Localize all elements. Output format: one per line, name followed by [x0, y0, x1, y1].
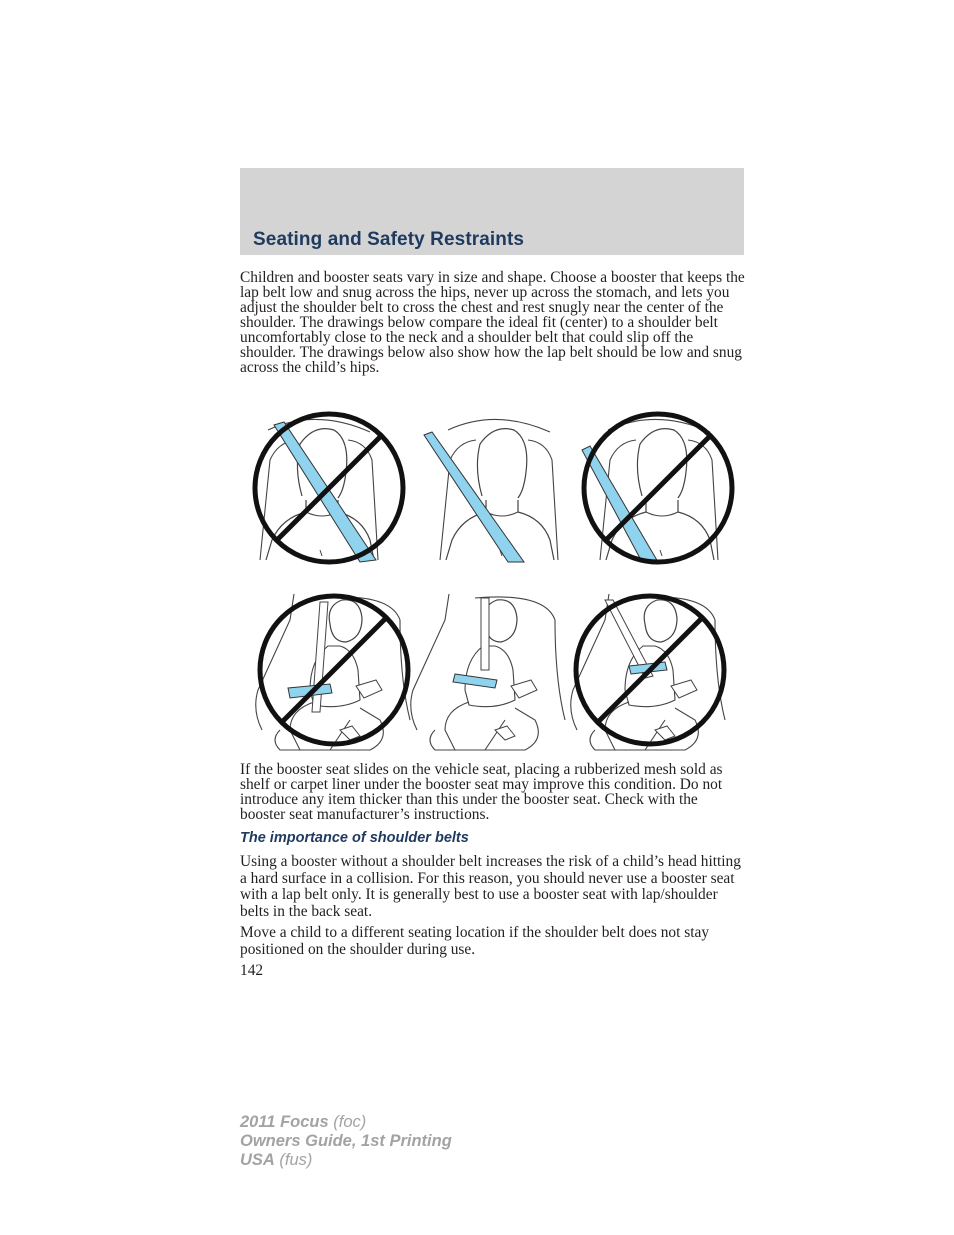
booster-seat-belt-fit-illustration [240, 405, 745, 755]
child-belt-correct [411, 594, 565, 750]
footer-model-code: (foc) [328, 1113, 367, 1131]
footer-market-code: (fus) [274, 1151, 313, 1169]
subheading-shoulder-belts: The importance of shoulder belts [240, 830, 469, 846]
prohibited-circle-icon [255, 414, 403, 562]
page-number: 142 [240, 962, 264, 979]
document-footer [240, 1113, 452, 1170]
footer-market: USA [240, 1151, 275, 1169]
torso-belt-correct [424, 419, 558, 562]
footer-model: 2011 Focus [240, 1113, 329, 1131]
mesh-liner-paragraph: If the booster seat slides on the vehicle seat, placing a rubberized mesh sold as shelf or carpet liner under the booster seat may improve this condition. Do not introduce any item thicker than this under the booster seat. Check with the booster seat manufacturer’s instructions. [240, 761, 723, 823]
section-header-band [240, 168, 744, 255]
section-title: Seating and Safety Restraints [253, 229, 525, 250]
intro-paragraph: Children and booster seats vary in size and shape. Choose a booster that keeps the lap belt low and snug across the hips, never up across the stomach, and lets you adjust the shoulder belt to cross the chest and rest snugly near the center of the shoulder. The drawings below compare the ideal fit (center) to a shoulder belt uncomfortably close to the neck and a shoulder belt that could slip off the shoulder. The drawings below also show how the lap belt should be low and snug across the child’s hips. [240, 269, 745, 376]
footer-line-2 [240, 1132, 452, 1151]
shoulder-belt-risk-paragraph: Using a booster without a shoulder belt increases the risk of a child’s head hitting a hard surface in a collision. For this reason, you should never use a booster seat with a lap belt only. It is generally best to use a booster seat with lap/shoulder belts in the back seat. [240, 853, 741, 920]
footer-line-1 [240, 1113, 452, 1132]
seating-location-paragraph: Move a child to a different seating location if the shoulder belt does not stay positioned on the shoulder during use. [240, 924, 710, 958]
footer-line-3 [240, 1151, 452, 1170]
footer-edition: Owners Guide, 1st Printing [240, 1132, 452, 1150]
